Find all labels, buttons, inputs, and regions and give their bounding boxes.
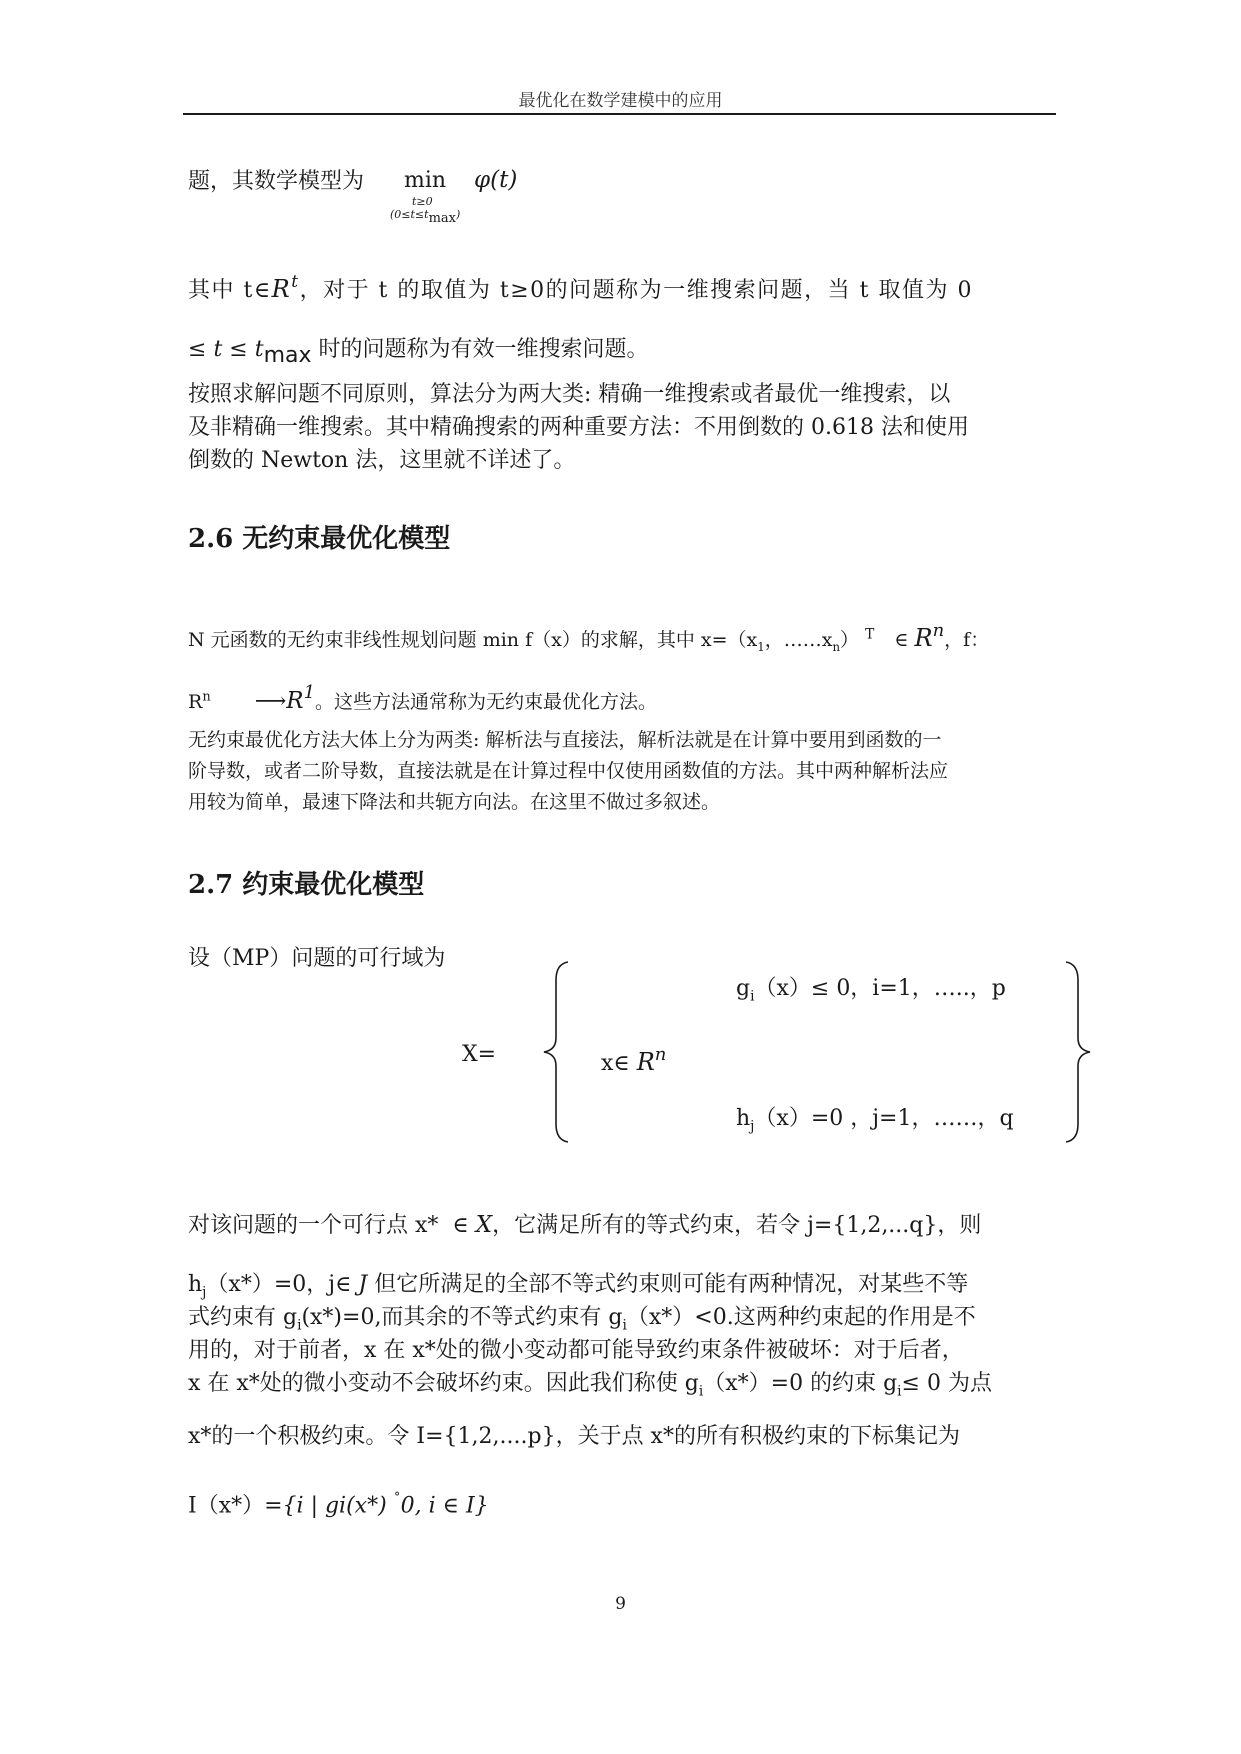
- para1-line4: 及非精确一维搜索。其中精确搜索的两种重要方法：不用倒数的 0.618 法和使用: [188, 415, 969, 440]
- active-set-definition: I（x*）={i | gi(x*) ˚0, i ∈ I}: [188, 1492, 489, 1519]
- page-number: 9: [615, 1594, 626, 1614]
- header-rule: [183, 113, 1056, 115]
- set-right-brace: [1060, 960, 1096, 1145]
- s27-para-line2: $h_j(x*)=0$，j∈ J 但它所满足的全部不等式约束则可能有两种情况，对某些不等: [188, 1272, 969, 1301]
- s26-line2: $R^n$ $⟶R^1$。这些方法通常称为无约束最优化方法。: [188, 682, 658, 714]
- set-left-brace: [538, 960, 574, 1145]
- s27-para-line4: 用的，对于前者，x 在 x*处的微小变动都可能导致约束条件被破坏：对于后者，: [188, 1338, 964, 1363]
- s27-para-line6: x*的一个积极约束。令 I={1,2,....p}，关于点 x*的所有积极约束的下标集记为: [188, 1424, 960, 1449]
- s26-line5: 用较为简单，最速下降法和共轭方向法。在这里不做过多叙述。: [188, 791, 721, 813]
- phi-expression: φ(t): [474, 167, 518, 193]
- s26-line1: N 元函数的无约束非线性规划问题 min f（x）的求解，其中 $x=(x_1$，$\dots\dots x_n$） $^T$ ∈ $R^n$，f：: [188, 620, 990, 654]
- section-heading-2-6: 2.6 无约束最优化模型: [188, 524, 451, 554]
- s26-line4: 阶导数，或者二阶导数，直接法就是在计算过程中仅使用函数值的方法。其中两种解析法应: [188, 760, 949, 782]
- set-membership: x∈ $R^n$: [601, 1044, 667, 1076]
- min-condition-1: t≥0: [412, 195, 433, 208]
- para1-line3: 按照求解问题不同原则，算法分为两大类: 精确一维搜索或者最优一维搜索，以: [188, 382, 951, 407]
- running-header: 最优化在数学建模中的应用: [518, 91, 723, 111]
- para1-line5: 倒数的 Newton 法，这里就不详述了。: [188, 448, 576, 473]
- s27-para-line5: x 在 x*处的微小变动不会破坏约束。因此我们称使 $g_i(x*)=0$ 的约束 $g_i\le 0$ 为点: [188, 1371, 992, 1400]
- s27-para-line3: 式约束有 $g_i(x*)=0$,而其余的不等式约束有 $g_i(x*)<0$.这两种约束起的作用是不: [188, 1305, 976, 1334]
- min-operator: min: [404, 168, 447, 193]
- intro-line: 题，其数学模型为: [188, 169, 365, 194]
- set-label: X=: [462, 1042, 497, 1067]
- para1-line1: 其中 $t\in R^t$，对于 t 的取值为 t≥0的问题称为一维搜索问题，当 t 取值为 0: [188, 272, 973, 303]
- s27-intro: 设（MP）问题的可行域为: [188, 946, 446, 971]
- s26-line3: 无约束最优化方法大体上分为两类: 解析法与直接法，解析法就是在计算中要用到函数的一: [188, 729, 942, 751]
- set-row-inequality: $g_i(x)\le 0$，i=1，…..，p: [736, 976, 1006, 1005]
- set-row-equality: $h_j(x)=0$ ，j=1，……，q: [736, 1106, 1014, 1135]
- para1-line2: ≤ t ≤ tmax 时的问题称为有效一维搜索问题。: [188, 337, 649, 368]
- section-heading-2-7: 2.7 约束最优化模型: [188, 870, 425, 900]
- min-condition-2: (0≤t≤tmax): [390, 208, 461, 226]
- s27-para-line1: 对该问题的一个可行点 x* ∈ X，它满足所有的等式约束，若令 j={1,2,...q}，则: [188, 1212, 982, 1238]
